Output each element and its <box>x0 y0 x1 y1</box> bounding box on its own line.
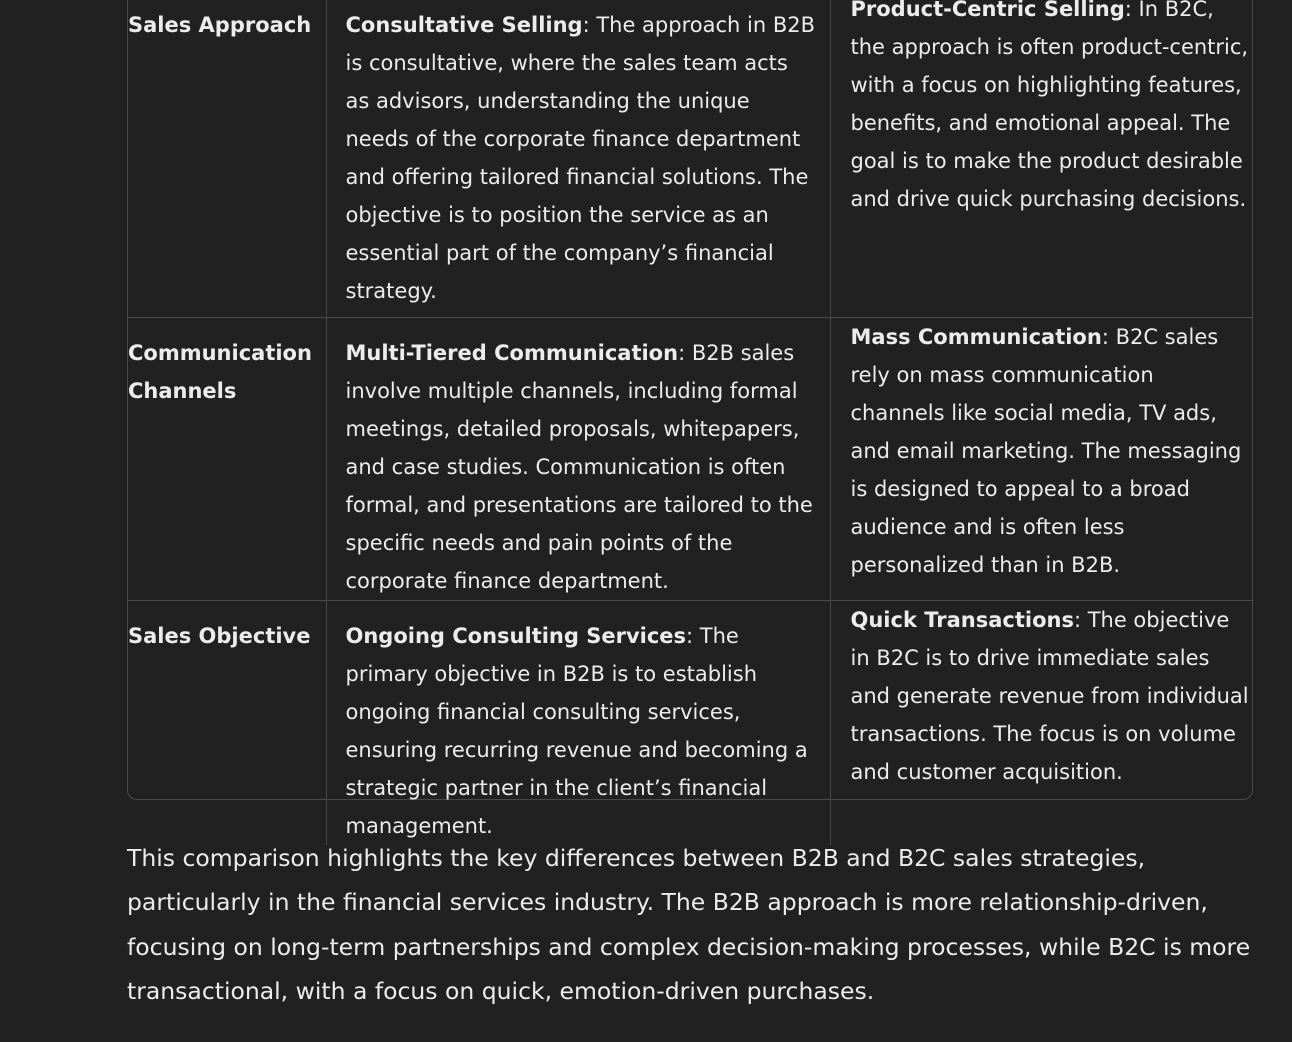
b2c-term: Mass Communication <box>850 324 1102 349</box>
table-row-sales-objective <box>128 600 1252 845</box>
comparison-table-container <box>127 0 1253 838</box>
b2c-text: : The objective in B2C is to drive immediate sales and generate revenue from individual transactions. The focus is on volume and customer acquisition. <box>850 607 1249 784</box>
b2b-cell <box>326 0 830 317</box>
table-row-sales-approach <box>128 0 1252 317</box>
b2c-text: : In B2C, the approach is often product-centric, with a focus on highlighting features, benefits, and emotional appeal. The goal is to make the product desirable and drive quick purchasing decisions. <box>850 0 1249 211</box>
b2b-text: : The primary objective in B2B is to establish ongoing financial consulting services, ensuring recurring revenue and becoming a strategic partner in the client’s financial management. <box>345 623 808 838</box>
row-label: Communication Channels <box>128 317 326 600</box>
b2b-term: Ongoing Consulting Services <box>345 623 687 648</box>
b2c-text: : B2C sales rely on mass communication channels like social media, TV ads, and email marketing. The messaging is designed to appeal to a broad audience and is often less personalized than in B2B. <box>850 324 1242 577</box>
row-label: Sales Approach <box>128 0 326 317</box>
b2c-term: Product-Centric Selling <box>850 0 1125 21</box>
row-label: Sales Objective <box>128 600 326 845</box>
b2b-text: : The approach in B2B is consultative, where the sales team acts as advisors, understanding the unique needs of the corporate finance department and offering tailored financial solutions. The objective is to position the service as an essential part of the company’s financial strategy. <box>345 13 816 303</box>
b2c-cell <box>830 317 1252 600</box>
b2b-term: Consultative Selling <box>345 13 583 37</box>
b2c-cell <box>830 600 1252 845</box>
b2b-cell <box>326 317 830 600</box>
b2b-term: Multi-Tiered Communication <box>345 340 679 365</box>
comparison-table <box>128 0 1252 845</box>
b2c-term: Quick Transactions <box>850 607 1074 632</box>
table-row-communication-channels <box>128 317 1252 600</box>
summary-paragraph: This comparison highlights the key differences between B2B and B2C sales strategies, particularly in the financial services industry. The B2B approach is more relationship-driven, focusing on long-term partnerships and complex decision-making processes, while B2C is more transactional, with a focus on quick, emotion-driven purchases. <box>127 844 1251 1005</box>
b2b-cell <box>326 600 830 845</box>
b2b-text: : B2B sales involve multiple channels, including formal meetings, detailed proposals, whitepapers, and case studies. Communication is often formal, and presentations are tailored to the specific needs and pain points of the corporate finance department. <box>345 340 813 593</box>
b2c-cell <box>830 0 1252 317</box>
